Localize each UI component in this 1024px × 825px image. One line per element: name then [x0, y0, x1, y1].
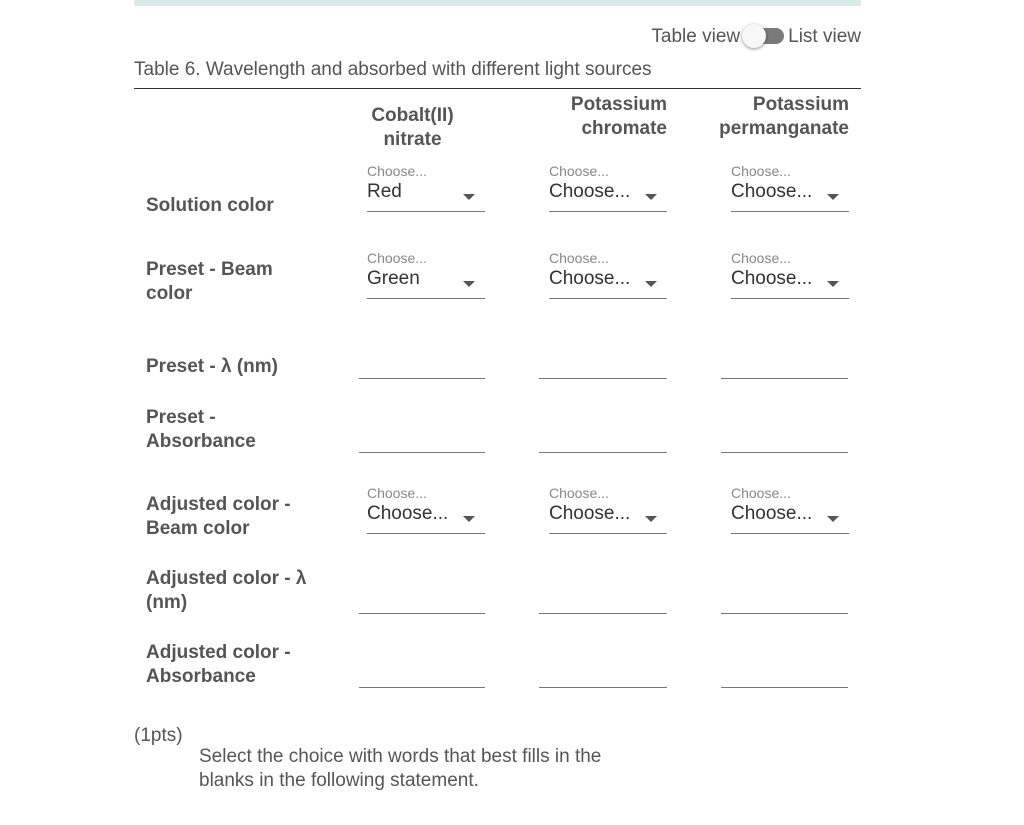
chevron-down-icon: [645, 516, 657, 522]
preset-wavelength-input-cobalt[interactable]: [359, 352, 485, 379]
row-label-preset-wavelength: Preset - λ (nm): [146, 356, 278, 377]
preset-wavelength-input-chromate[interactable]: [539, 352, 667, 379]
row-label-preset-absorbance: Preset - Absorbance: [146, 407, 256, 452]
preset-wavelength-input-permanganate[interactable]: [721, 352, 848, 379]
caption-divider: [134, 88, 861, 89]
adjusted-absorbance-input-chromate[interactable]: [539, 661, 667, 688]
list-view-label[interactable]: List view: [788, 26, 861, 47]
preset-beam-select-permanganate[interactable]: Choose... Choose...: [731, 250, 849, 299]
chevron-down-icon: [827, 194, 839, 200]
chevron-down-icon: [463, 516, 475, 522]
adjusted-beam-select-chromate[interactable]: Choose... Choose...: [549, 485, 667, 534]
question-prompt: Select the choice with words that best fills in the blanks in the following statement.: [199, 746, 602, 791]
preset-beam-select-chromate[interactable]: Choose... Choose...: [549, 250, 667, 299]
chevron-down-icon: [645, 281, 657, 287]
solution-color-select-cobalt[interactable]: Choose... Red: [367, 163, 485, 212]
adjusted-absorbance-input-cobalt[interactable]: [359, 661, 485, 688]
row-label-solution-color: Solution color: [146, 195, 274, 216]
adjusted-wavelength-input-chromate[interactable]: [539, 587, 667, 614]
row-label-adjusted-beam-color: Adjusted color - Beam color: [146, 494, 291, 539]
preset-absorbance-input-permanganate[interactable]: [721, 426, 848, 453]
adjusted-absorbance-input-permanganate[interactable]: [721, 661, 848, 688]
column-header-cobalt-nitrate: Cobalt(II) nitrate: [371, 105, 454, 150]
table-view-label[interactable]: Table view: [651, 26, 741, 47]
adjusted-wavelength-input-cobalt[interactable]: [359, 587, 485, 614]
question-points: (1pts): [134, 725, 183, 746]
adjusted-wavelength-input-permanganate[interactable]: [721, 587, 848, 614]
table-caption: Table 6. Wavelength and absorbed with different light sources: [134, 59, 652, 80]
chevron-down-icon: [463, 194, 475, 200]
solution-color-select-chromate[interactable]: Choose... Choose...: [549, 163, 667, 212]
row-label-adjusted-absorbance: Adjusted color - Absorbance: [146, 642, 291, 687]
adjusted-beam-select-permanganate[interactable]: Choose... Choose...: [731, 485, 849, 534]
switch-thumb[interactable]: [742, 24, 766, 48]
preset-absorbance-input-cobalt[interactable]: [359, 426, 485, 453]
view-toggle: [651, 25, 861, 49]
chevron-down-icon: [827, 281, 839, 287]
chevron-down-icon: [827, 516, 839, 522]
preset-beam-select-cobalt[interactable]: Choose... Green: [367, 250, 485, 299]
preset-absorbance-input-chromate[interactable]: [539, 426, 667, 453]
column-header-potassium-chromate: Potassium chromate: [570, 94, 667, 139]
top-accent-bar: [134, 0, 861, 6]
row-label-adjusted-wavelength: Adjusted color - λ (nm): [146, 568, 307, 613]
view-switch[interactable]: [744, 25, 784, 49]
chevron-down-icon: [463, 281, 475, 287]
adjusted-beam-select-cobalt[interactable]: Choose... Choose...: [367, 485, 485, 534]
column-header-potassium-permanganate: Potassium permanganate: [719, 94, 849, 139]
chevron-down-icon: [645, 194, 657, 200]
solution-color-select-permanganate[interactable]: Choose... Choose...: [731, 163, 849, 212]
row-label-preset-beam-color: Preset - Beam color: [146, 259, 273, 304]
